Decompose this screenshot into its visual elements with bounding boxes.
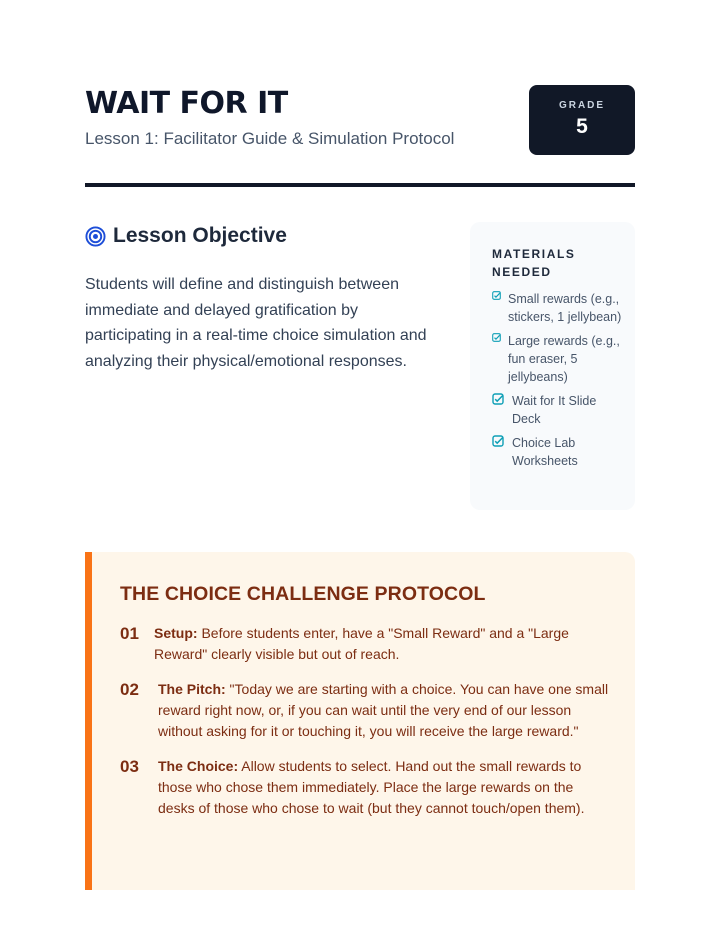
checkbox-icon bbox=[492, 332, 506, 386]
step-text bbox=[154, 623, 610, 665]
grade-label: GRADE bbox=[558, 100, 606, 111]
protocol-steps bbox=[120, 623, 610, 833]
page-title: WAIT FOR IT bbox=[85, 86, 288, 121]
protocol-title: THE CHOICE CHALLENGE PROTOCOL bbox=[120, 583, 486, 605]
step-description: Allow students to select. Hand out the small rewards to those who chose them immediately. Place the large rewards on the desks of those who chose to wait (but they cannot touch/open them). bbox=[158, 758, 585, 816]
material-label: Large rewards (e.g., fun eraser, 5 jellybeans) bbox=[508, 334, 620, 384]
step-text bbox=[158, 679, 610, 742]
protocol-step bbox=[120, 756, 610, 819]
step-number: 03 bbox=[120, 757, 139, 776]
list-item bbox=[492, 392, 622, 428]
step-text bbox=[158, 756, 610, 819]
list-item bbox=[492, 332, 622, 386]
checkbox-icon bbox=[492, 290, 506, 326]
materials-list bbox=[492, 290, 622, 476]
list-item bbox=[492, 290, 622, 326]
objective-body: Students will define and distinguish between immediate and delayed gratification by participating in a real-time choice simulation and analyzing their physical/emotional responses. bbox=[85, 276, 427, 370]
protocol-step bbox=[120, 623, 610, 665]
grade-badge bbox=[529, 85, 635, 155]
list-item bbox=[492, 434, 622, 470]
step-description: Before students enter, have a "Small Reward" and a "Large Reward" clearly visible but out of reach. bbox=[154, 625, 569, 662]
protocol-accent-bar bbox=[85, 552, 92, 890]
target-icon bbox=[85, 226, 106, 247]
checkbox-icon bbox=[492, 434, 510, 470]
step-label: The Pitch: bbox=[158, 681, 226, 697]
checkbox-icon bbox=[492, 392, 510, 428]
page-subtitle: Lesson 1: Facilitator Guide & Simulation Protocol bbox=[85, 129, 455, 148]
material-label: Choice Lab Worksheets bbox=[512, 436, 578, 468]
objective-title: Lesson Objective bbox=[113, 224, 287, 247]
protocol-section bbox=[85, 552, 635, 890]
material-label: Wait for It Slide Deck bbox=[512, 394, 597, 426]
protocol-step bbox=[120, 679, 610, 742]
step-number: 02 bbox=[120, 680, 139, 699]
header-divider bbox=[85, 183, 635, 187]
step-label: The Choice: bbox=[158, 758, 239, 774]
materials-panel bbox=[470, 222, 635, 510]
materials-title: MATERIALS NEEDED bbox=[492, 247, 576, 279]
step-number: 01 bbox=[120, 624, 139, 643]
objective-heading bbox=[85, 224, 287, 248]
grade-value: 5 bbox=[576, 115, 588, 138]
material-label: Small rewards (e.g., stickers, 1 jellybean) bbox=[508, 292, 622, 324]
step-label: Setup: bbox=[154, 625, 198, 641]
step-description: "Today we are starting with a choice. You can have one small reward right now, or, if you can wait until the very end of our lesson without asking for it or touching it, you will receive the large reward." bbox=[158, 681, 609, 739]
